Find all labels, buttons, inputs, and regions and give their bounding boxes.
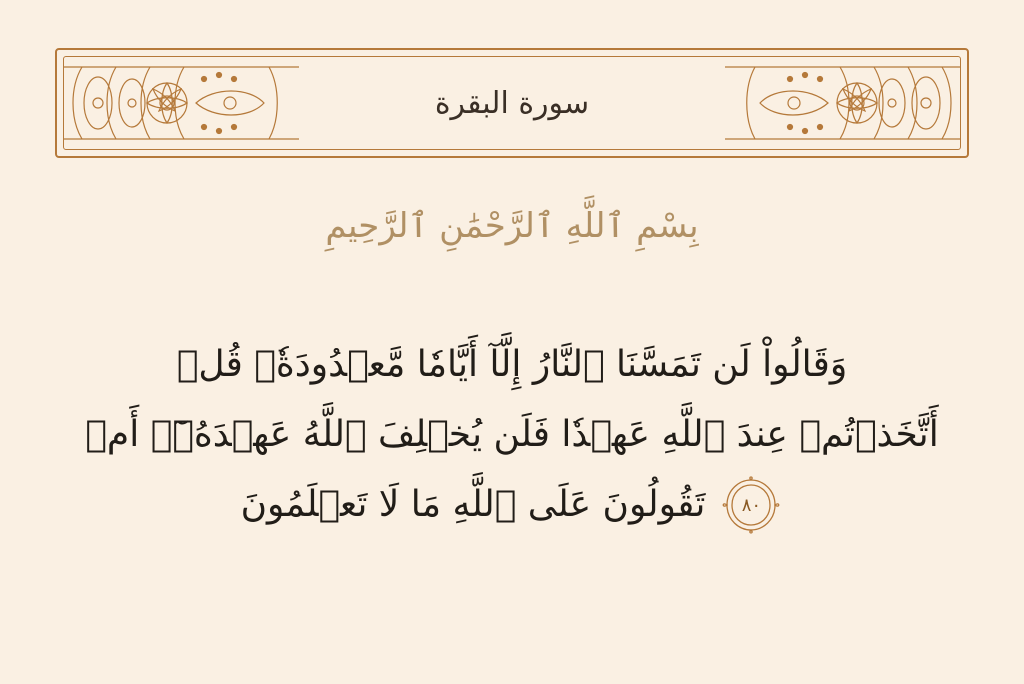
ayah-line-text: تَقُولُونَ عَلَى ٱللَّهِ مَا لَا تَعۡلَمُونَ	[240, 484, 706, 526]
ayah-medallion-icon	[719, 476, 783, 534]
surah-header-inner-frame	[63, 56, 961, 150]
ayah-text-block	[72, 330, 952, 541]
ayah-line: وَقَالُواْ لَن تَمَسَّنَا ٱلنَّارُ إِلَّآ أَيَّامٗا مَّعۡدُودَةٗۚ قُلۡ	[176, 344, 848, 385]
ayah-line: أَتَّخَذۡتُمۡ عِندَ ٱللَّهِ عَهۡدٗا فَلَن يُخۡلِفَ ٱللَّهُ عَهۡدَهُۥٓۖ أَمۡ	[85, 414, 939, 456]
ayah-line-with-marker	[72, 470, 952, 540]
ayah-number: ٨٠	[741, 494, 762, 516]
floral-rosette-ornament-icon-left	[64, 57, 299, 149]
floral-rosette-ornament-icon-right	[725, 57, 960, 149]
basmala-text: بِسْمِ ٱللَّهِ ٱلرَّحْمَٰنِ ٱلرَّحِيمِ	[325, 206, 699, 246]
surah-header-frame	[55, 48, 969, 158]
surah-title: سورة البقرة	[411, 86, 613, 121]
